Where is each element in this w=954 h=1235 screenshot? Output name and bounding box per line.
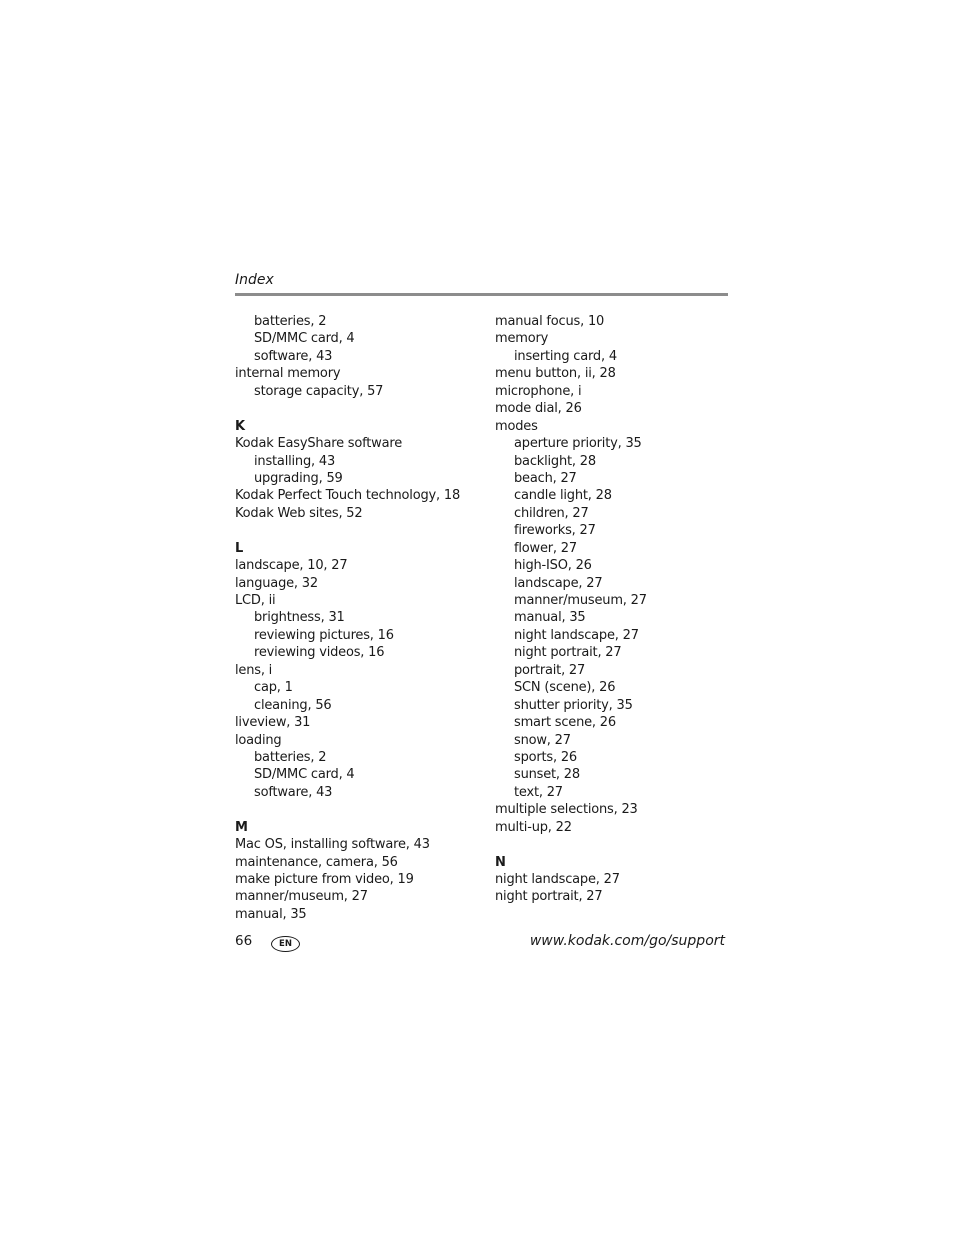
index-entry: liveview, 31	[235, 715, 311, 731]
index-column-left	[235, 313, 485, 923]
index-entry: modes	[495, 418, 538, 434]
index-entry: manner/museum, 27	[235, 889, 368, 905]
index-subentry: beach, 27	[514, 470, 577, 486]
index-subentry: batteries, 2	[254, 749, 327, 765]
index-letter-heading: L	[235, 540, 244, 556]
index-subentry: snow, 27	[514, 732, 571, 748]
index-subentry: landscape, 27	[514, 575, 603, 591]
index-spacer	[235, 522, 485, 539]
index-entry: internal memory	[235, 366, 341, 382]
index-entry: multiple selections, 23	[495, 802, 638, 818]
index-subentry: portrait, 27	[514, 662, 586, 678]
index-entry: lens, i	[235, 662, 273, 678]
index-subentry: software, 43	[254, 784, 333, 800]
page-header-title: Index	[235, 272, 274, 288]
index-subentry: manner/museum, 27	[514, 593, 647, 608]
index-subentry: SD/MMC card, 4	[254, 331, 355, 347]
index-entry: night portrait, 27	[495, 889, 603, 905]
index-entry: manual focus, 10	[495, 314, 605, 329]
language-badge: EN	[271, 936, 300, 952]
index-entry: Kodak Perfect Touch technology, 18	[235, 488, 461, 504]
index-subentry: installing, 43	[254, 453, 336, 469]
index-subentry: reviewing videos, 16	[254, 645, 385, 661]
index-subentry: flower, 27	[514, 540, 577, 556]
index-entry: Mac OS, installing software, 43	[235, 837, 430, 853]
index-entry: Kodak EasyShare software	[235, 436, 403, 452]
index-subentry: shutter priority, 35	[514, 697, 633, 713]
index-subentry: software, 43	[254, 348, 333, 364]
index-subentry: night portrait, 27	[514, 645, 622, 661]
index-subentry: manual, 35	[514, 610, 586, 626]
index-subentry: inserting card, 4	[514, 348, 617, 364]
index-subentry: text, 27	[514, 784, 563, 800]
index-subentry: aperture priority, 35	[514, 436, 642, 452]
index-spacer	[235, 801, 485, 818]
index-subentry: night landscape, 27	[514, 627, 639, 643]
index-subentry: children, 27	[514, 505, 589, 521]
index-entry: memory	[495, 331, 549, 347]
index-entry: landscape, 10, 27	[235, 558, 348, 574]
index-entry: mode dial, 26	[495, 401, 582, 417]
index-subentry: SCN (scene), 26	[514, 680, 616, 696]
index-subentry: batteries, 2	[254, 314, 327, 329]
index-spacer	[495, 836, 745, 853]
support-url: www.kodak.com/go/support	[529, 933, 725, 949]
index-subentry: SD/MMC card, 4	[254, 767, 355, 783]
index-subentry: fireworks, 27	[514, 523, 596, 539]
index-entry: make picture from video, 19	[235, 872, 414, 887]
index-subentry: smart scene, 26	[514, 715, 616, 731]
index-column-right	[495, 313, 745, 906]
index-letter-heading: K	[235, 418, 245, 434]
index-entry: loading	[235, 732, 282, 748]
index-subentry: sunset, 28	[514, 767, 580, 783]
index-letter-heading: M	[235, 819, 248, 835]
index-entry: LCD, ii	[235, 593, 276, 608]
index-subentry: brightness, 31	[254, 610, 345, 626]
index-entry: menu button, ii, 28	[495, 366, 616, 382]
index-spacer	[235, 400, 485, 417]
index-entry: language, 32	[235, 575, 318, 591]
index-entry: microphone, i	[495, 383, 582, 399]
index-subentry: candle light, 28	[514, 488, 612, 504]
index-subentry: high-ISO, 26	[514, 558, 592, 574]
index-subentry: upgrading, 59	[254, 470, 343, 486]
index-entry: night landscape, 27	[495, 872, 620, 887]
index-subentry: storage capacity, 57	[254, 383, 384, 399]
index-letter-heading: N	[495, 854, 506, 870]
header-divider	[235, 293, 728, 296]
index-subentry: reviewing pictures, 16	[254, 627, 394, 643]
index-entry: multi-up, 22	[495, 819, 572, 835]
index-subentry: backlight, 28	[514, 453, 596, 469]
index-subentry: cap, 1	[254, 680, 293, 696]
index-entry: maintenance, camera, 56	[235, 854, 398, 870]
index-subentry: cleaning, 56	[254, 697, 332, 713]
page-number: 66	[235, 933, 253, 949]
index-subentry: sports, 26	[514, 749, 578, 765]
index-entry: manual, 35	[235, 906, 307, 922]
index-entry: Kodak Web sites, 52	[235, 505, 363, 521]
